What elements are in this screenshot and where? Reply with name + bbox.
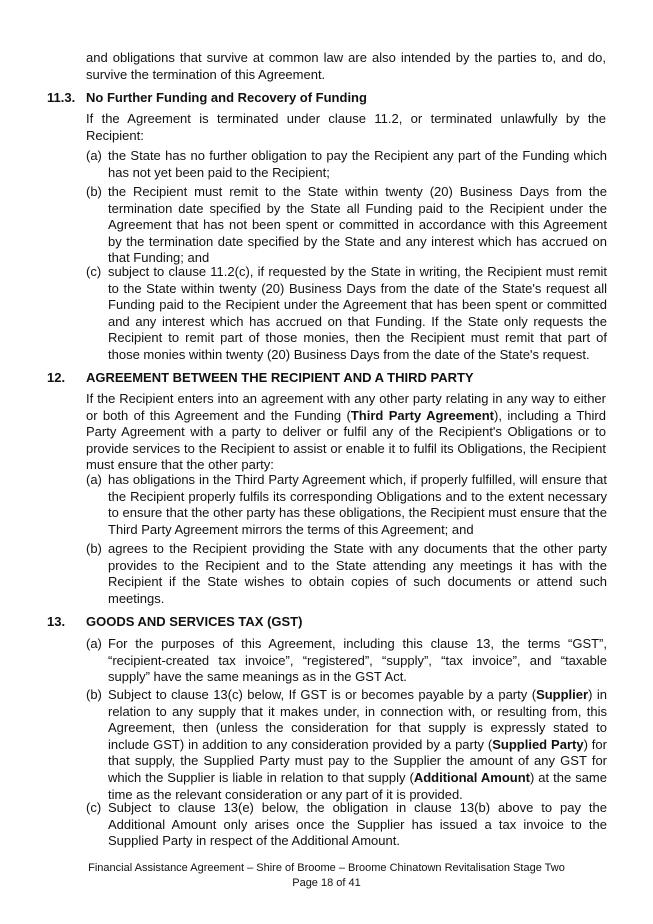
list-item <box>86 636 607 686</box>
carryover-paragraph: and obligations that survive at common law are also intended by the parties to, and do, survive the termination of this Agreement. <box>86 50 606 82</box>
section-title: GOODS AND SERVICES TAX (GST) <box>86 614 303 629</box>
list-item <box>86 148 607 181</box>
list-item-text: subject to clause 11.2(c), if requested by the State in writing, the Recipient must remit to the State within twenty (20) Business Days from the date of the State's request all Funding paid to the Recipient under the Agreement that has been spent or committed and any interest which has accrued on that Funding. If the State only requests the Recipient to remit part of those monies, then the Recipient must remit that part of those monies within twenty (20) Business Days from the date of the State's request. <box>108 264 607 362</box>
section-title: No Further Funding and Recovery of Funding <box>86 90 367 105</box>
list-item <box>86 184 607 267</box>
section-title: AGREEMENT BETWEEN THE RECIPIENT AND A THIRD PARTY <box>86 370 474 385</box>
list-item <box>86 264 607 364</box>
list-item-label: (a) <box>86 636 102 651</box>
list-item-text: the Recipient must remit to the State within twenty (20) Business Days from the termination date specified by the State all Funding paid to the Recipient under the Agreement that has not been spent or committed in accordance with this Agreement by the termination date specified by the State and any interest which has accrued on that Funding; and <box>108 184 607 266</box>
list-item-text: Subject to clause 13(c) below, If GST is or becomes payable by a party (Supplier) in relation to any supply that it makes under, in connection with, or resulting from, this Agreement, then (unless the consideration for that supply is expressly stated to include GST) in addition to any consideration provided by a party (Supplied Party) for that supply, the Supplied Party must pay to the Supplier the amount of any GST for which the Supplier is liable in relation to that supply (Additional Amount) at the same time as the relevant consideration or any part of it is provided. <box>108 687 608 802</box>
list-item-label: (a) <box>86 148 102 163</box>
section-number: 11.3. <box>47 90 76 105</box>
section-number: 12. <box>47 370 66 385</box>
section-13-heading <box>47 614 607 631</box>
list-item-label: (c) <box>86 800 102 815</box>
list-item <box>86 472 607 538</box>
list-item-text: the State has no further obligation to pay the Recipient any part of the Funding which has not yet been paid to the Recipient; <box>108 148 607 180</box>
list-item-label: (a) <box>86 472 102 487</box>
defined-term: Third Party Agreement <box>350 407 495 423</box>
defined-term: Supplied Party <box>492 736 584 752</box>
list-item <box>86 541 607 607</box>
section-11-3-intro: If the Agreement is terminated under clause 11.2, or terminated unlawfully by the Recipient: <box>86 111 606 143</box>
defined-term: Supplier <box>536 687 589 702</box>
section-12-heading <box>47 370 607 387</box>
list-item-label: (b) <box>86 541 102 556</box>
section-12-intro: If the Recipient enters into an agreement with any other party relating in any way to either or both of this Agreement and the Funding (Third Party Agreement), including a Third Party Agreement with a party to deliver or fulfil any of the Recipient's Obligations or to provide services to the Recipient to assist or enable it to fulfil its Obligations, the Recipient must ensure that the other party: <box>86 391 606 473</box>
list-item <box>86 687 607 803</box>
list-item-text: agrees to the Recipient providing the State with any documents that the other party provides to the Recipient and to the State attending any meetings it has with the Recipient if the State wishes to obtain copies of such documents or attend such meetings. <box>108 541 607 606</box>
page-number: Page 18 of 41 <box>292 877 361 889</box>
section-number: 13. <box>47 614 66 629</box>
list-item-label: (c) <box>86 264 102 279</box>
list-item-text: For the purposes of this Agreement, including this clause 13, the terms “GST”, “recipient-created tax invoice”, “registered”, “supply”, “tax invoice”, and “taxable supply” have the same meanings as in the GST Act. <box>108 636 607 685</box>
list-item-label: (b) <box>86 184 102 199</box>
list-item-text: has obligations in the Third Party Agreement which, if properly fulfilled, will ensure that the Recipient properly fulfils its corresponding Obligations and to the extent necessary to ensure that the other party has these obligations, the Recipient must ensure that the Third Party Agreement mirrors the terms of this Agreement; and <box>108 472 607 537</box>
list-item <box>86 800 607 850</box>
list-item-label: (b) <box>86 687 102 702</box>
list-item-text: Subject to clause 13(e) below, the obligation in clause 13(b) above to pay the Additional Amount only arises once the Supplier has issued a tax invoice to the Supplied Party in respect of the Additional Amount. <box>108 800 607 849</box>
section-11-3-heading <box>47 90 607 107</box>
defined-term: Additional Amount <box>413 769 530 785</box>
footer-title: Financial Assistance Agreement – Shire of Broome – Broome Chinatown Revitalisation Stage Two <box>88 862 565 874</box>
